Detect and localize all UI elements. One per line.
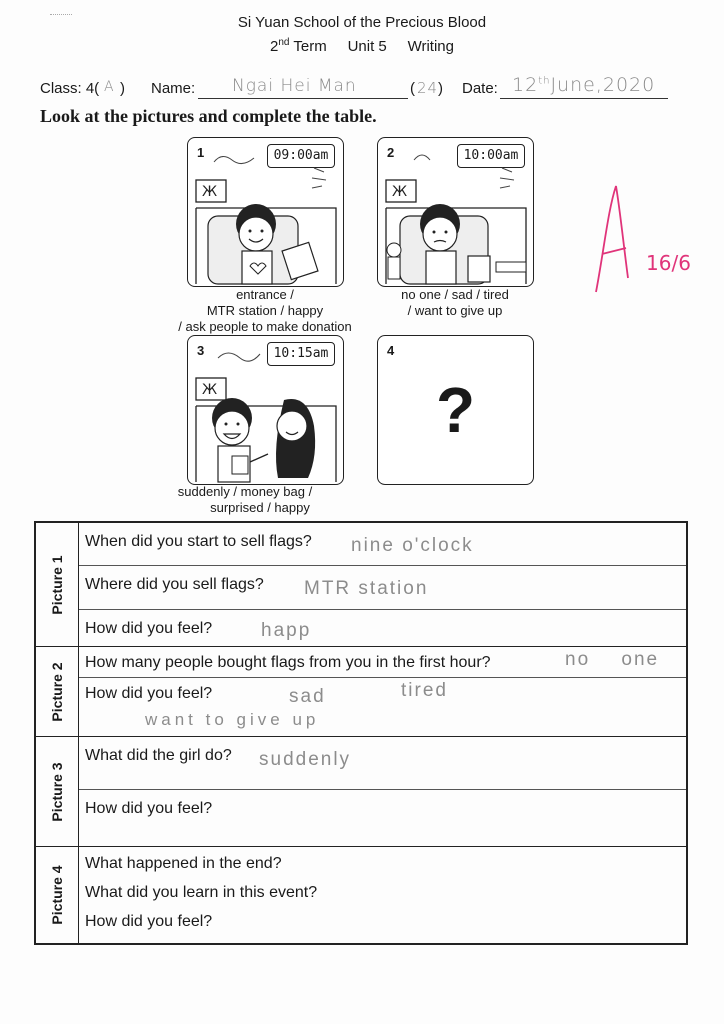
boy-face: [215, 411, 249, 445]
picture-3: [187, 335, 344, 485]
boy-face: [239, 217, 273, 251]
number-open: (: [410, 80, 415, 97]
name-line: [198, 98, 408, 99]
picture-1-questions: [79, 522, 688, 647]
question-text: When did you start to sell flags?: [85, 533, 312, 550]
picture-3-caption: [150, 484, 340, 516]
picture-2-caption: [355, 287, 555, 319]
picture-4-label-cell: [35, 847, 79, 945]
term-number: 2: [270, 38, 279, 55]
term-ordinal: nd: [278, 37, 290, 48]
question-text: What did you learn in this event?: [85, 884, 318, 901]
question-row: [79, 647, 686, 678]
picture-1: [187, 137, 344, 287]
qa-table: [34, 521, 688, 945]
question-text: How many people bought flags from you in the first hour?: [85, 654, 491, 671]
question-mark-icon: ?: [435, 374, 476, 446]
date-ordinal: th: [538, 75, 551, 87]
name-label: Name:: [151, 80, 196, 97]
svg-text:Ж: Ж: [202, 382, 218, 398]
date-day: 12: [512, 74, 539, 96]
number-close: ): [438, 80, 443, 97]
picture-1-caption-line: MTR station / happy: [206, 303, 324, 318]
picture-2-number: 2: [387, 145, 395, 160]
question-text: Where did you sell flags?: [85, 576, 264, 593]
unit-label: Unit 5: [347, 38, 387, 55]
picture-4: [377, 335, 534, 485]
girl-face: [277, 411, 307, 441]
student-number: 24: [417, 79, 439, 97]
flag-tray: [468, 256, 490, 282]
picture-3-caption-line: suddenly / money bag /: [177, 484, 313, 499]
picture-1-label-cell: [35, 522, 79, 647]
grade-score: 16/6: [646, 251, 691, 275]
question-text: How did you feel?: [85, 685, 213, 702]
subject-label: Writing: [407, 38, 454, 55]
money-bag: [232, 456, 248, 474]
question-text: What happened in the end?: [85, 855, 282, 872]
question-text: How did you feel?: [85, 620, 213, 637]
question-row: [79, 907, 686, 943]
date-value: [512, 74, 655, 96]
answer-text[interactable]: sad: [289, 686, 326, 707]
picture-2: [377, 137, 534, 287]
school-name: Si Yuan School of the Precious Blood: [237, 14, 487, 31]
boy-face: [423, 217, 457, 251]
answer-text[interactable]: no one: [565, 649, 660, 670]
date-month-year: June,2020: [550, 74, 656, 96]
picture-2-label-cell: [35, 647, 79, 737]
svg-text:Ж: Ж: [392, 184, 408, 200]
question-row: [79, 523, 686, 566]
answer-text[interactable]: MTR station: [304, 578, 429, 599]
grade-mark: [590, 180, 700, 300]
picture-3-questions: [79, 737, 688, 847]
date-line: [500, 98, 668, 99]
answer-text[interactable]: happ: [261, 620, 312, 641]
picture-2-caption-line: no one / sad / tired: [401, 287, 509, 302]
picture-2-section: [35, 647, 687, 737]
picture-2-questions: [79, 647, 688, 737]
term-word: Term: [293, 38, 327, 55]
picture-3-scene: [188, 336, 343, 484]
picture-1-scene: [188, 138, 343, 286]
question-row: [79, 678, 686, 736]
picture-3-clock: 10:15am: [267, 342, 335, 366]
class-label: Class: 4(: [40, 80, 100, 97]
question-text: How did you feel?: [85, 800, 213, 817]
grade-letter-drawing: [596, 186, 628, 292]
svg-text:Ж: Ж: [202, 184, 218, 200]
question-text: What did the girl do?: [85, 747, 232, 764]
picture-1-label: Picture 1: [49, 554, 65, 615]
question-row: [79, 566, 686, 610]
picture-4-questions: [79, 847, 688, 945]
picture-1-clock: 09:00am: [267, 144, 335, 168]
picture-3-label-cell: [35, 737, 79, 847]
answer-text[interactable]: suddenly: [259, 749, 352, 770]
class-value: A: [104, 79, 115, 95]
question-row: [79, 737, 686, 790]
picture-1-caption: [160, 287, 370, 335]
picture-3-number: 3: [197, 343, 205, 358]
date-label: Date:: [462, 80, 498, 97]
question-row: [79, 847, 686, 877]
answer-text[interactable]: tired: [401, 680, 448, 701]
picture-1-section: [35, 522, 687, 647]
picture-4-label: Picture 4: [49, 865, 65, 925]
picture-2-caption-line: / want to give up: [407, 303, 503, 318]
picture-2-label: Picture 2: [49, 661, 65, 722]
picture-3-section: [35, 737, 687, 847]
answer-text[interactable]: nine o'clock: [351, 535, 474, 556]
term-line: [0, 37, 724, 55]
question-row: [79, 877, 686, 907]
picture-3-caption-line: surprised / happy: [210, 500, 310, 515]
question-row: [79, 610, 686, 646]
name-value: Ngai Hei Man: [232, 76, 357, 96]
question-row: [79, 790, 686, 846]
answer-text[interactable]: want to give up: [145, 710, 320, 729]
class-close: ): [120, 80, 125, 97]
picture-2-scene: [378, 138, 533, 286]
picture-1-caption-line: / ask people to make donation: [178, 319, 352, 334]
picture-3-label: Picture 3: [49, 761, 65, 822]
picture-4-number: 4: [387, 343, 395, 358]
instruction: Look at the pictures and complete the table.: [40, 106, 377, 126]
picture-1-number: 1: [197, 145, 205, 160]
question-text: How did you feel?: [85, 913, 213, 930]
picture-4-section: [35, 847, 687, 945]
picture-1-caption-line: entrance /: [236, 287, 294, 302]
picture-2-clock: 10:00am: [457, 144, 525, 168]
